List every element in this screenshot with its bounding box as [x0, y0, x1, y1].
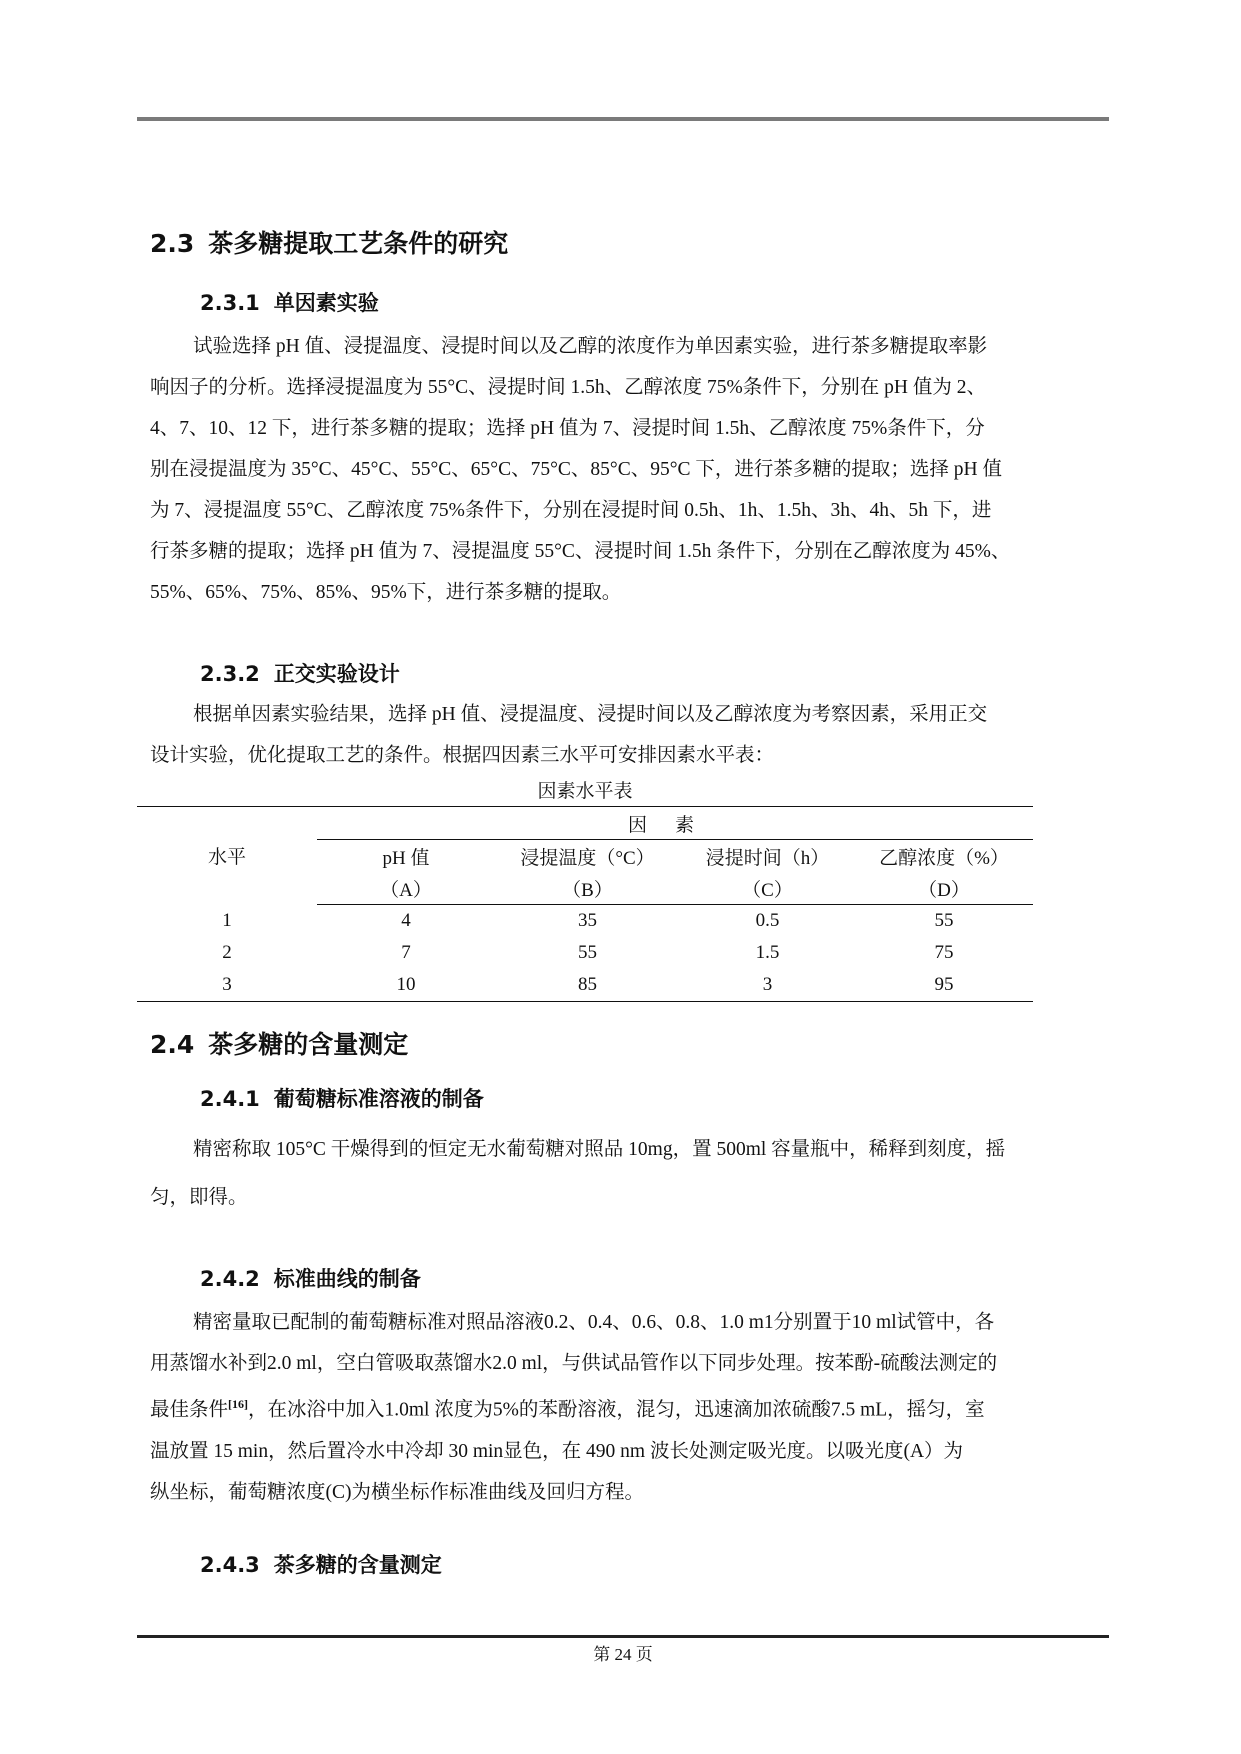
- table-cell: 4: [401, 910, 411, 931]
- citation-reference: [16]: [228, 1397, 249, 1411]
- section-heading-2-3: 2.3 茶多糖提取工艺条件的研究: [150, 229, 509, 258]
- subsection-heading-2-4-3: 2.4.3 茶多糖的含量测定: [200, 1553, 442, 1577]
- table-cell: 35: [578, 910, 597, 931]
- text-line: 温放置 15 min，然后置冷水中冷却 30 min显色，在 490 nm 波长处测定吸光度。以吸光度(A）为: [150, 1440, 964, 1462]
- column-header: pH 值: [382, 847, 430, 869]
- table-cell: 55: [578, 942, 597, 963]
- column-code: （D）: [855, 872, 1033, 905]
- table-cell: 3: [680, 969, 855, 1002]
- table-cell: 1.5: [755, 942, 780, 963]
- footer-rule: [137, 1635, 1109, 1638]
- text-line: 为 7、浸提温度 55°C、乙醇浓度 75%条件下，分别在浸提时间 0.5h、1h、1.5h、3h、4h、5h 下，进: [150, 500, 992, 521]
- factor-header: 因素: [627, 814, 722, 836]
- column-header: 浸提温度（°C）: [520, 847, 655, 869]
- text-line: 匀，即得。: [150, 1187, 248, 1208]
- table-cell: 10: [317, 969, 495, 1002]
- paragraph-glucose-standard: [150, 1126, 1105, 1222]
- text-line: 试验选择 pH 值、浸提温度、浸提时间以及乙醇的浓度作为单因素实验，进行茶多糖提取率影: [193, 336, 988, 357]
- table-cell: 55: [934, 910, 954, 931]
- text-line: 纵坐标，葡萄糖浓度(C)为横坐标作标准曲线及回归方程。: [150, 1481, 644, 1503]
- table-cell: 2: [222, 942, 232, 963]
- factor-level-table: [137, 806, 1033, 1002]
- text-line: 根据单因素实验结果，选择 pH 值、浸提温度、浸提时间以及乙醇浓度为考察因素，采用正交: [193, 704, 988, 725]
- text-line: 55%、65%、75%、85%、95%下，进行茶多糖的提取。: [150, 582, 622, 603]
- table-row: [137, 969, 1033, 1002]
- table-cell: 7: [401, 942, 411, 963]
- column-code: （C）: [680, 872, 855, 905]
- paragraph-single-factor: [150, 326, 1105, 613]
- text-line: 行茶多糖的提取；选择 pH 值为 7、浸提温度 55°C、浸提时间 1.5h 条件下，分别在乙醇浓度为 45%、: [150, 541, 1011, 562]
- subsection-heading-2-3-2: 2.3.2 正交实验设计: [200, 662, 400, 686]
- text-line: 设计实验，优化提取工艺的条件。根据四因素三水平可安排因素水平表：: [150, 745, 775, 766]
- text-line: 用蒸馏水补到2.0 ml，空白管吸取蒸馏水2.0 ml，与供试品管作以下同步处理。按苯酚-硫酸法测定的: [150, 1353, 998, 1374]
- subsection-heading-2-4-1: 2.4.1 葡萄糖标准溶液的制备: [200, 1087, 484, 1111]
- header-rule: [137, 117, 1109, 121]
- column-code: （A）: [317, 872, 495, 905]
- table-cell: 1: [222, 909, 232, 931]
- level-header: 水平: [137, 807, 317, 905]
- table-cell: 95: [855, 969, 1033, 1002]
- text-line: 4、7、10、12 下，进行茶多糖的提取；选择 pH 值为 7、浸提时间 1.5h、乙醇浓度 75%条件下，分: [150, 418, 985, 439]
- column-code: （B）: [495, 872, 680, 905]
- table-cell: 3: [137, 969, 317, 1002]
- page-number: 第 24 页: [593, 1645, 653, 1664]
- column-header: 乙醇浓度（%）: [879, 847, 1009, 869]
- table-cell: 75: [934, 942, 954, 963]
- table-row: [137, 905, 1033, 938]
- paragraph-orthogonal-design: [150, 694, 1105, 776]
- text-line: 精密称取 105°C 干燥得到的恒定无水葡萄糖对照品 10mg，置 500ml 容量瓶中，稀释到刻度，摇: [193, 1139, 1006, 1160]
- subsection-heading-2-3-1: 2.3.1 单因素实验: [200, 291, 379, 315]
- table-caption: 因素水平表: [537, 781, 633, 802]
- paragraph-standard-curve: [150, 1302, 1105, 1513]
- text-line: 别在浸提温度为 35°C、45°C、55°C、65°C、75°C、85°C、95°C 下，进行茶多糖的提取；选择 pH 值: [150, 459, 1002, 480]
- table-row: [137, 937, 1033, 969]
- table-header-row: [137, 807, 1033, 840]
- section-heading-2-4: 2.4 茶多糖的含量测定: [150, 1030, 409, 1059]
- subsection-heading-2-4-2: 2.4.2 标准曲线的制备: [200, 1267, 421, 1291]
- text-line: 精密量取已配制的葡萄糖标准对照品溶液0.2、0.4、0.6、0.8、1.0 m1分别置于10 ml试管中，各: [193, 1312, 995, 1333]
- table-cell: 85: [495, 969, 680, 1002]
- text-line: 响因子的分析。选择浸提温度为 55°C、浸提时间 1.5h、乙醇浓度 75%条件下，分别在 pH 值为 2、: [150, 377, 987, 398]
- table-cell: 0.5: [755, 910, 780, 931]
- column-header: 浸提时间（h）: [705, 847, 830, 869]
- text-line: 最佳条件[16]，在冰浴中加入1.0ml 浓度为5%的苯酚溶液，混匀，迅速滴加浓硫酸7.5 mL，摇匀，室: [150, 1397, 985, 1421]
